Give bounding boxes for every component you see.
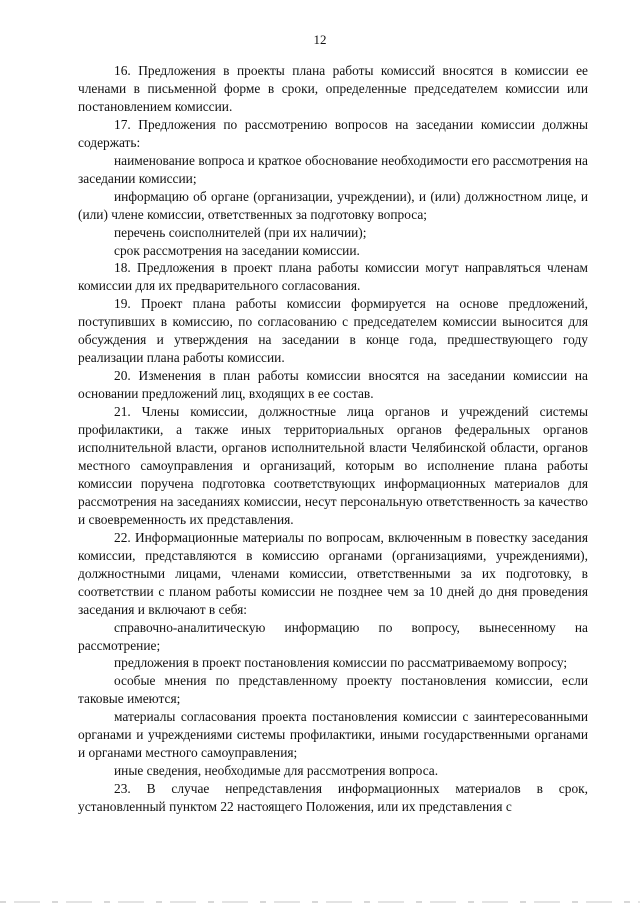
list-item-question-name: наименование вопроса и краткое обоснование необходимости его рассмотрения на заседании комиссии; xyxy=(78,152,588,186)
scan-edge-divider xyxy=(0,901,640,903)
paragraph-16: 16. Предложения в проекты плана работы комиссий вносятся в комиссии ее членами в письменной форме в сроки, определенные председателем комиссии или постановлением комиссии. xyxy=(78,63,588,114)
paragraph-23: 23. В случае непредставления информационных материалов в срок, установленный пунктом 22 настоящего Положения, или их представления с xyxy=(78,781,588,815)
paragraph-17: 17. Предложения по рассмотрению вопросов на заседании комиссии должны содержать: xyxy=(78,116,588,150)
list-item-other-info: иные сведения, необходимые для рассмотрения вопроса. xyxy=(114,763,439,779)
paragraph-22: 22. Информационные материалы по вопросам, включенным в повестку заседания комиссии, представляются в комиссию органами (организациями, учреждениями), должностными лицами, членами комиссии, ответственными за их подготовку, в соответствии с планом работы комиссии не позднее чем за 10 дней до дня проведения заседания и включают в себя: xyxy=(78,529,588,617)
paragraph-21: 21. Члены комиссии, должностные лица органов и учреждений системы профилактики, а также иных территориальных органов федеральных органов исполнительной власти, органов исполнительной власти Челябинской области, органов местного самоуправления и организаций, которым во исполнение плана работы комиссии поручена подготовка соответствующих информационных материалов для рассмотрения на заседаниях комиссии, несут персональную ответственность за качество и своевременность их представления. xyxy=(78,404,588,527)
paragraph-20: 20. Изменения в план работы комиссии вносятся на заседании комиссии на основании предложений лиц, входящих в ее состав. xyxy=(78,368,588,402)
paragraph-19: 19. Проект плана работы комиссии формируется на основе предложений, поступивших в комиссию, по согласованию с председателем комиссии выносится для обсуждения и утверждения на заседании в конце года, предшествующего году реализации плана работы комиссии. xyxy=(78,296,588,366)
list-item-co-executors: перечень соисполнителей (при их наличии); xyxy=(114,224,367,240)
document-body xyxy=(78,62,588,816)
list-item-reference-info: справочно-аналитическую информацию по вопросу, вынесенному на рассмотрение; xyxy=(78,619,588,653)
list-item-responsible-info: информацию об органе (организации, учреждении), и (или) должностном лице, и (или) члене комиссии, ответственных за подготовку вопроса; xyxy=(78,188,588,222)
paragraph-18: 18. Предложения в проект плана работы комиссии могут направляться членам комиссии для их предварительного согласования. xyxy=(78,260,588,294)
list-item-review-date: срок рассмотрения на заседании комиссии. xyxy=(114,242,360,258)
page-number: 12 xyxy=(313,32,327,47)
list-item-special-opinions: особые мнения по представленному проекту постановления комиссии, если таковые имеются; xyxy=(78,673,588,707)
list-item-approval-materials: материалы согласования проекта постановления комиссии с заинтересованными органами и учреждениями системы профилактики, иными государственными органами и органами местного самоуправления; xyxy=(78,709,588,761)
list-item-resolution-proposals: предложения в проект постановления комиссии по рассматриваемому вопросу; xyxy=(114,655,568,671)
